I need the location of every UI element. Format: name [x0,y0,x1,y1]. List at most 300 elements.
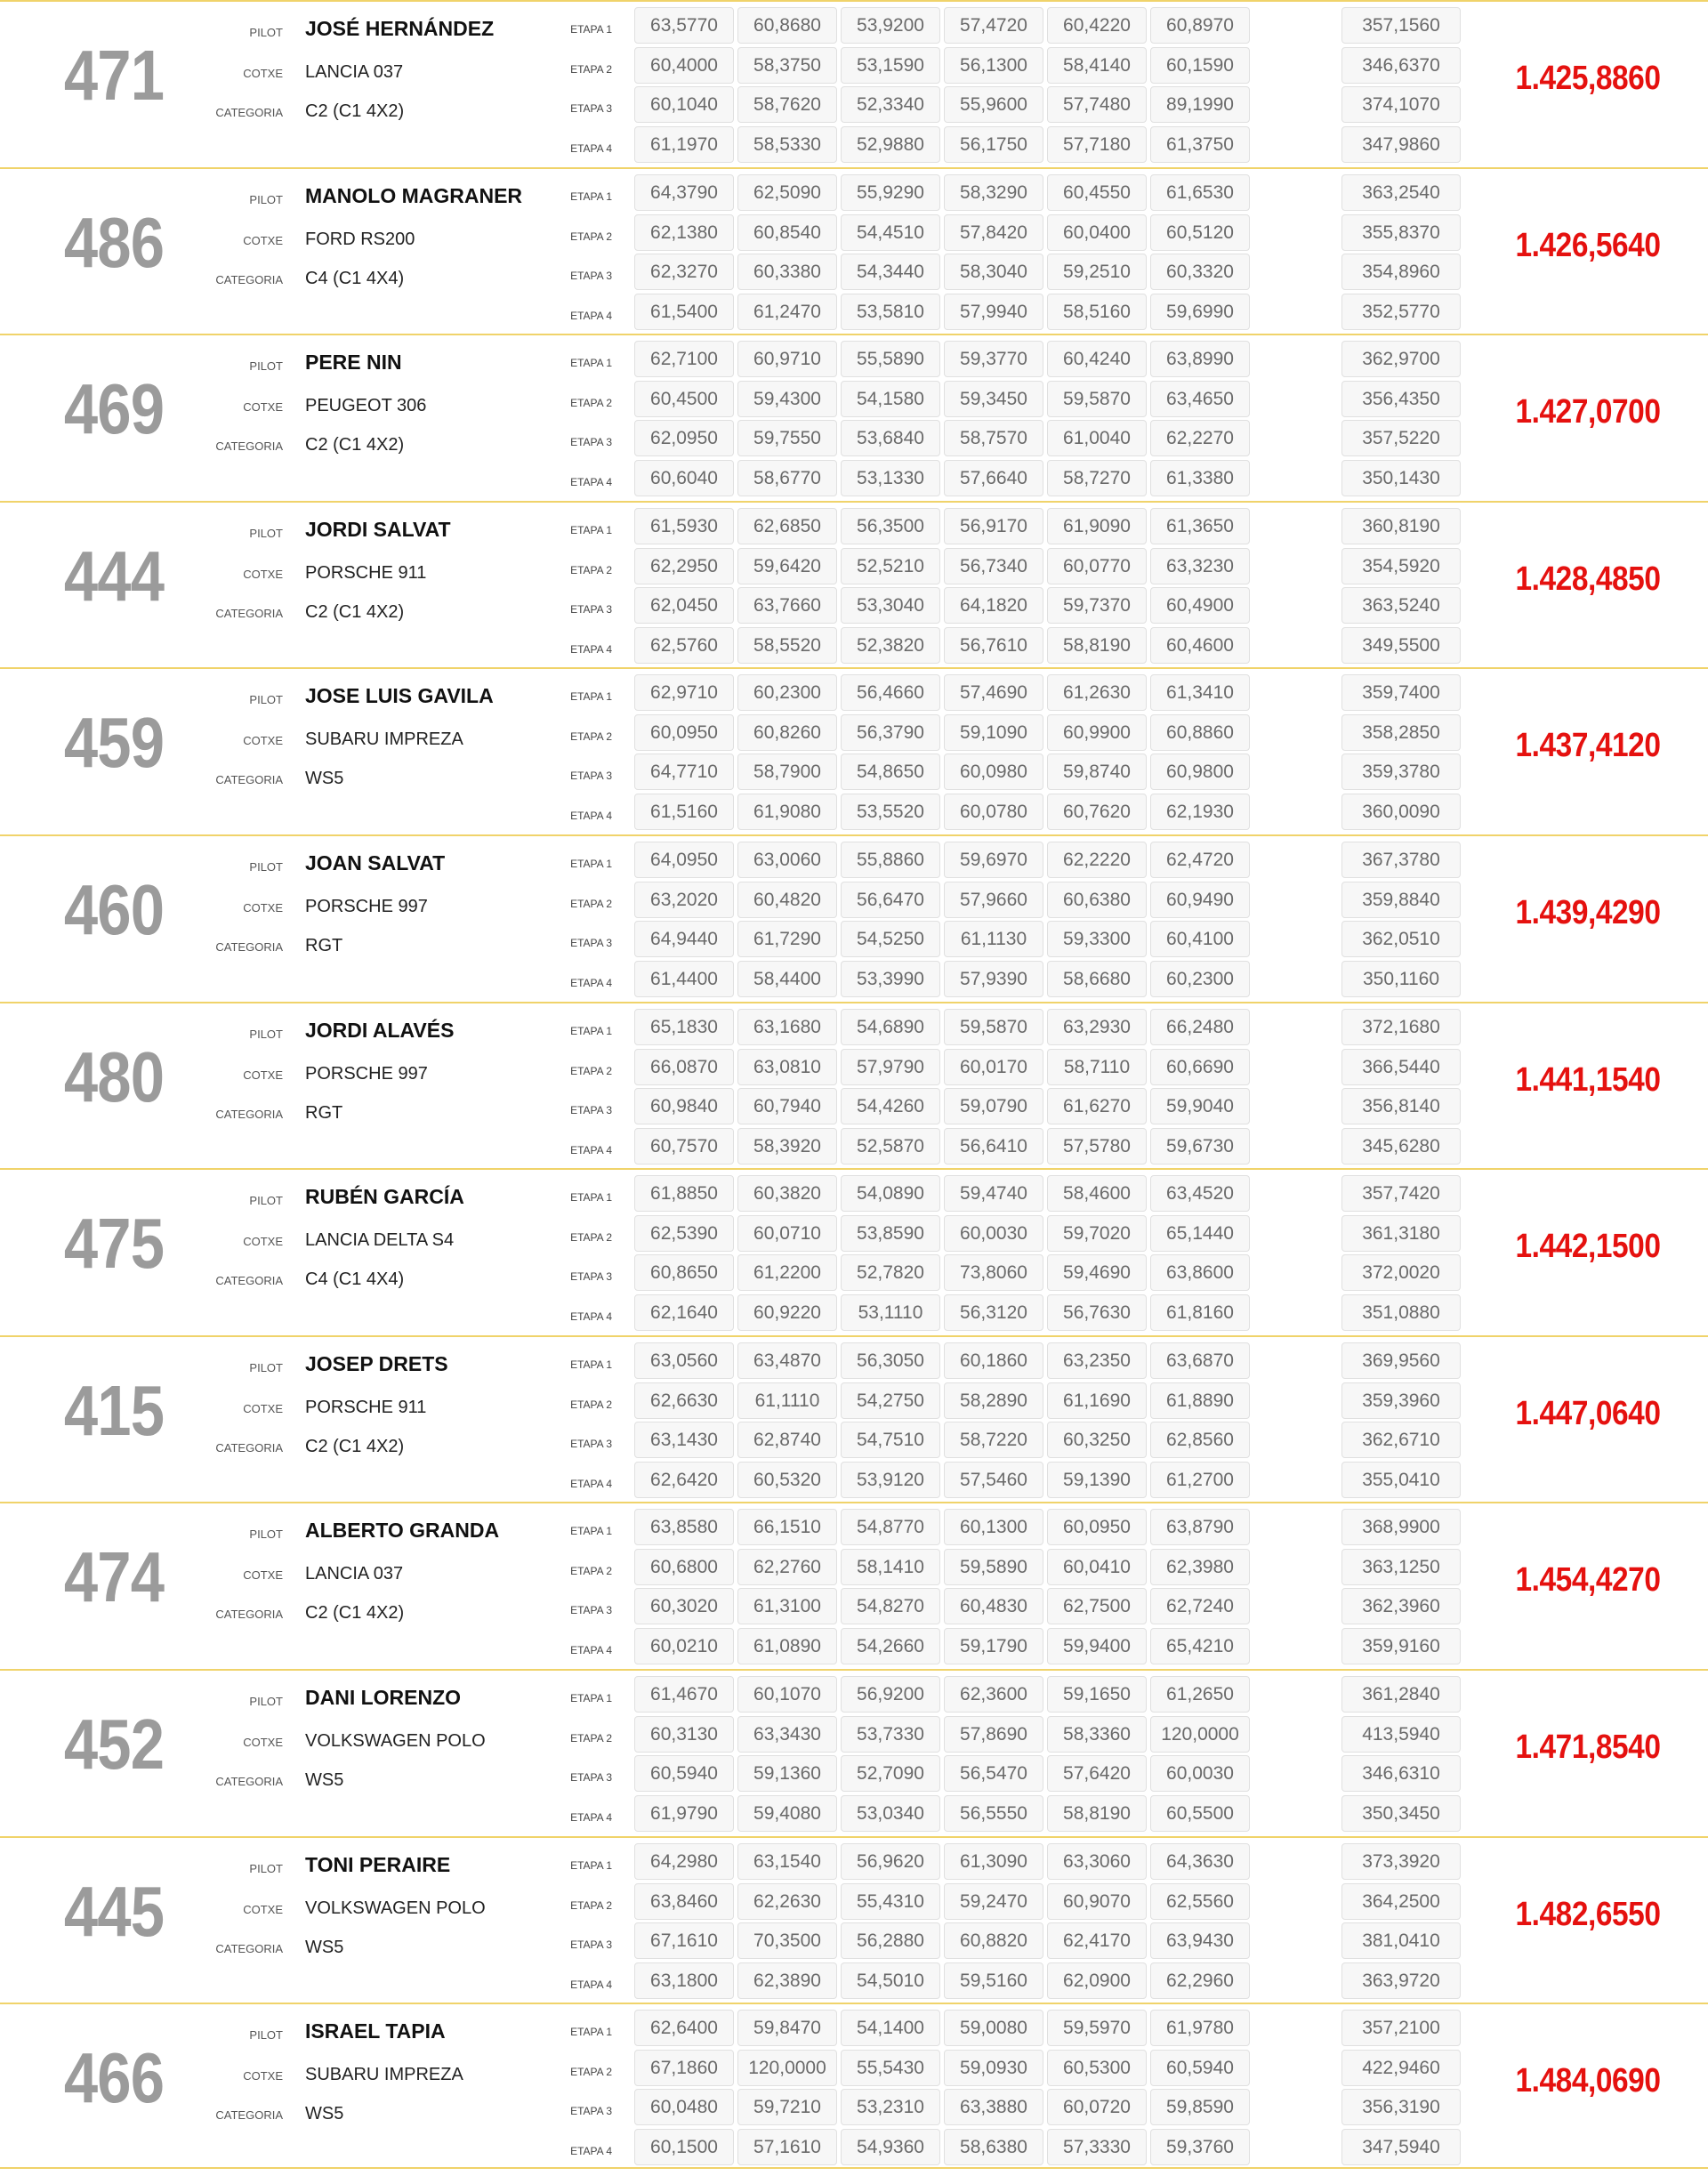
stage-label: ETAPA 3 [570,1604,612,1616]
stage-time-cell: 56,3050 [841,1342,940,1379]
stage-total-cell: 369,9560 [1341,1342,1461,1379]
stage-total-cell: 354,5920 [1341,548,1461,584]
stage-time-cell: 57,9660 [944,882,1043,918]
stage-time-cell: 62,3600 [944,1676,1043,1713]
pilot-label: PILOT [249,860,283,874]
stage-time-cell: 57,7480 [1047,86,1147,123]
stage-time-cell: 62,2630 [737,1883,837,1920]
stage-time-cell: 61,9790 [634,1795,734,1832]
car-number: 460 [63,870,165,949]
stage-time-cell: 61,2650 [1150,1676,1250,1713]
stage-time-cell: 59,9400 [1047,1628,1147,1664]
stage-time-cell: 63,8790 [1150,1509,1250,1545]
pilot-label: PILOT [249,1194,283,1207]
stage-total-cell: 350,1430 [1341,460,1461,496]
stage-time-cell: 56,2880 [841,1922,940,1959]
stage-label: ETAPA 3 [570,1938,612,1951]
stage-total-cell: 362,0510 [1341,921,1461,957]
cotxe-label: COTXE [243,1903,283,1916]
stage-time-cell: 58,3920 [737,1128,837,1165]
stage-time-cell: 54,0890 [841,1175,940,1212]
result-entry [0,667,1708,834]
stage-time-cell: 59,5870 [1047,381,1147,417]
stage-time-cell: 64,7710 [634,754,734,790]
stage-time-cell: 62,6630 [634,1382,734,1419]
stage-time-cell: 62,5560 [1150,1883,1250,1920]
stage-time-cell: 59,2510 [1047,254,1147,290]
stage-time-cell: 60,0950 [1047,1509,1147,1545]
category-name: C4 (C1 4X4) [305,269,405,288]
stage-total-cell: 347,5940 [1341,2129,1461,2165]
cotxe-label: COTXE [243,1235,283,1248]
stage-time-cell: 63,5770 [634,7,734,44]
cotxe-label: COTXE [243,2069,283,2083]
stage-time-cell: 60,7570 [634,1128,734,1165]
stage-time-cell: 61,3750 [1150,126,1250,163]
car-number: 475 [63,1204,165,1283]
stage-total-cell: 356,4350 [1341,381,1461,417]
stage-time-cell: 60,0030 [944,1215,1043,1252]
stage-time-cell: 60,4820 [737,882,837,918]
stage-time-cell: 54,1580 [841,381,940,417]
stage-time-cell: 52,5210 [841,548,940,584]
stage-time-cell: 60,9710 [737,341,837,377]
stage-time-cell: 59,0080 [944,2010,1043,2046]
categoria-label: CATEGORIA [215,273,283,286]
stage-time-cell: 59,1390 [1047,1462,1147,1498]
stage-time-cell: 60,8820 [944,1922,1043,1959]
stage-time-cell: 60,4830 [944,1588,1043,1624]
car-name: LANCIA DELTA S4 [305,1230,455,1250]
stage-time-cell: 59,0790 [944,1088,1043,1124]
stage-label: ETAPA 4 [570,1811,612,1824]
stage-label: ETAPA 3 [570,2105,612,2117]
stage-time-cell: 59,4740 [944,1175,1043,1212]
stage-time-cell: 64,3630 [1150,1843,1250,1880]
stage-time-cell: 60,9800 [1150,754,1250,790]
stage-time-cell: 62,2960 [1150,1962,1250,1999]
stage-total-cell: 364,2500 [1341,1883,1461,1920]
stage-time-cell: 61,1690 [1047,1382,1147,1419]
stage-time-cell: 60,2300 [1150,961,1250,997]
car-name: SUBARU IMPREZA [305,729,463,749]
car-name: LANCIA 037 [305,62,404,82]
stage-time-cell: 66,2480 [1150,1009,1250,1045]
stage-time-cell: 60,5120 [1150,214,1250,251]
stage-time-cell: 52,5870 [841,1128,940,1165]
stage-time-cell: 61,3090 [944,1843,1043,1880]
stage-time-cell: 63,1540 [737,1843,837,1880]
stage-time-cell: 57,4720 [944,7,1043,44]
categoria-label: CATEGORIA [215,1942,283,1955]
result-entry [0,1002,1708,1168]
stage-time-cell: 61,8160 [1150,1294,1250,1331]
stage-time-cell: 60,2300 [737,674,837,711]
stage-time-cell: 52,7090 [841,1755,940,1792]
stage-time-cell: 59,1650 [1047,1676,1147,1713]
stage-total-cell: 356,3190 [1341,2089,1461,2125]
car-number: 469 [63,369,165,448]
result-entry [0,2003,1708,2169]
stage-time-cell: 60,8260 [737,714,837,751]
stage-time-cell: 63,2930 [1047,1009,1147,1045]
stage-time-cell: 60,4240 [1047,341,1147,377]
category-name: WS5 [305,2104,344,2124]
stage-time-cell: 62,7240 [1150,1588,1250,1624]
stage-time-cell: 62,6850 [737,508,837,544]
stage-time-cell: 60,4900 [1150,587,1250,624]
stage-time-cell: 61,0890 [737,1628,837,1664]
stage-time-cell: 55,8860 [841,842,940,878]
stage-time-cell: 60,4100 [1150,921,1250,957]
overall-total: 1.428,4850 [1515,560,1661,598]
stage-time-cell: 54,5010 [841,1962,940,1999]
stage-time-cell: 65,1440 [1150,1215,1250,1252]
stage-time-cell: 58,5160 [1047,294,1147,330]
stage-time-cell: 57,9940 [944,294,1043,330]
stage-time-cell: 61,1130 [944,921,1043,957]
stage-total-cell: 372,0020 [1341,1254,1461,1291]
cotxe-label: COTXE [243,1068,283,1082]
stage-time-cell: 60,8680 [737,7,837,44]
stage-total-cell: 362,3960 [1341,1588,1461,1624]
stage-total-cell: 368,9900 [1341,1509,1461,1545]
stage-time-cell: 58,7570 [944,420,1043,456]
pilot-label: PILOT [249,359,283,373]
stage-time-cell: 59,1090 [944,714,1043,751]
stage-time-cell: 58,7900 [737,754,837,790]
stage-time-cell: 60,4500 [634,381,734,417]
categoria-label: CATEGORIA [215,1441,283,1455]
stage-time-cell: 57,3330 [1047,2129,1147,2165]
stage-label: ETAPA 1 [570,1525,612,1537]
stage-time-cell: 57,8690 [944,1716,1043,1753]
stage-time-cell: 59,3300 [1047,921,1147,957]
stage-time-cell: 58,3360 [1047,1716,1147,1753]
stage-time-cell: 57,6420 [1047,1755,1147,1792]
stage-label: ETAPA 1 [570,357,612,369]
stage-time-cell: 56,1300 [944,47,1043,84]
stage-time-cell: 56,3790 [841,714,940,751]
stage-label: ETAPA 3 [570,102,612,115]
stage-time-cell: 54,9360 [841,2129,940,2165]
stage-time-cell: 62,6400 [634,2010,734,2046]
stage-label: ETAPA 2 [570,2066,612,2078]
stage-label: ETAPA 2 [570,1231,612,1244]
stage-time-cell: 60,0720 [1047,2089,1147,2125]
stage-time-cell: 62,7100 [634,341,734,377]
stage-time-cell: 60,9490 [1150,882,1250,918]
pilot-label: PILOT [249,1862,283,1875]
stage-time-cell: 67,1860 [634,2050,734,2086]
stage-time-cell: 61,5400 [634,294,734,330]
overall-total: 1.442,1500 [1515,1228,1661,1265]
stage-label: ETAPA 1 [570,858,612,870]
car-name: FORD RS200 [305,230,415,249]
overall-total: 1.427,0700 [1515,393,1661,431]
stage-time-cell: 62,5390 [634,1215,734,1252]
car-number: 444 [63,536,165,616]
car-number: 445 [63,1872,165,1951]
pilot-label: PILOT [249,1028,283,1041]
stage-time-cell: 53,5810 [841,294,940,330]
stage-time-cell: 61,9090 [1047,508,1147,544]
stage-total-cell: 373,3920 [1341,1843,1461,1880]
stage-total-cell: 349,5500 [1341,627,1461,664]
stage-label: ETAPA 1 [570,190,612,203]
stage-time-cell: 59,7210 [737,2089,837,2125]
car-number: 452 [63,1705,165,1784]
stage-time-cell: 58,3750 [737,47,837,84]
stage-time-cell: 54,1400 [841,2010,940,2046]
categoria-label: CATEGORIA [215,106,283,119]
stage-time-cell: 52,9880 [841,126,940,163]
stage-time-cell: 57,1610 [737,2129,837,2165]
stage-label: ETAPA 4 [570,810,612,822]
stage-time-cell: 53,0340 [841,1795,940,1832]
stage-time-cell: 63,8990 [1150,341,1250,377]
stage-time-cell: 64,1820 [944,587,1043,624]
stage-label: ETAPA 3 [570,1270,612,1283]
stage-label: ETAPA 2 [570,230,612,243]
stage-time-cell: 64,9440 [634,921,734,957]
category-name: WS5 [305,769,344,788]
categoria-label: CATEGORIA [215,773,283,786]
cotxe-label: COTXE [243,1568,283,1582]
stage-label: ETAPA 3 [570,1438,612,1450]
stage-time-cell: 58,8190 [1047,1795,1147,1832]
stage-time-cell: 54,5250 [841,921,940,957]
stage-total-cell: 363,9720 [1341,1962,1461,1999]
stage-time-cell: 65,1830 [634,1009,734,1045]
stage-label: ETAPA 4 [570,977,612,989]
stage-time-cell: 61,2700 [1150,1462,1250,1498]
stage-time-cell: 58,7220 [944,1422,1043,1458]
stage-time-cell: 60,5300 [1047,2050,1147,2086]
stage-label: ETAPA 4 [570,142,612,155]
stage-time-cell: 60,0950 [634,714,734,751]
car-number: 486 [63,203,165,282]
stage-time-cell: 61,4670 [634,1676,734,1713]
stage-time-cell: 58,2890 [944,1382,1043,1419]
stage-time-cell: 59,1360 [737,1755,837,1792]
stage-label: ETAPA 1 [570,524,612,536]
stage-total-cell: 359,9160 [1341,1628,1461,1664]
stage-time-cell: 59,8740 [1047,754,1147,790]
stage-time-cell: 59,3450 [944,381,1043,417]
result-entry [0,1836,1708,2003]
stage-label: ETAPA 1 [570,690,612,703]
stage-time-cell: 62,3980 [1150,1549,1250,1585]
stage-time-cell: 60,3130 [634,1716,734,1753]
stage-time-cell: 58,7620 [737,86,837,123]
stage-time-cell: 60,3250 [1047,1422,1147,1458]
stage-time-cell: 60,0710 [737,1215,837,1252]
stage-time-cell: 60,1590 [1150,47,1250,84]
stage-time-cell: 55,5890 [841,341,940,377]
stage-time-cell: 58,4400 [737,961,837,997]
stage-time-cell: 64,0950 [634,842,734,878]
car-name: LANCIA 037 [305,1564,404,1584]
pilot-label: PILOT [249,2028,283,2042]
categoria-label: CATEGORIA [215,1108,283,1121]
stage-total-cell: 367,3780 [1341,842,1461,878]
stage-time-cell: 63,3230 [1150,548,1250,584]
category-name: RGT [305,936,343,955]
stage-total-cell: 359,7400 [1341,674,1461,711]
stage-time-cell: 57,9390 [944,961,1043,997]
stage-label: ETAPA 4 [570,1979,612,1991]
stage-time-cell: 56,5470 [944,1755,1043,1792]
category-name: C2 (C1 4X2) [305,1437,405,1456]
stage-label: ETAPA 4 [570,310,612,322]
category-name: C4 (C1 4X4) [305,1269,405,1289]
stage-time-cell: 53,1110 [841,1294,940,1331]
stage-time-cell: 59,4080 [737,1795,837,1832]
stage-time-cell: 62,9710 [634,674,734,711]
category-name: C2 (C1 4X2) [305,1603,405,1623]
stage-label: ETAPA 2 [570,1732,612,1745]
stage-time-cell: 60,8540 [737,214,837,251]
stage-time-cell: 60,0030 [1150,1755,1250,1792]
stage-time-cell: 54,6890 [841,1009,940,1045]
stage-time-cell: 60,0400 [1047,214,1147,251]
stage-time-cell: 53,9200 [841,7,940,44]
stage-total-cell: 357,1560 [1341,7,1461,44]
stage-total-cell: 381,0410 [1341,1922,1461,1959]
stage-time-cell: 60,5940 [1150,2050,1250,2086]
overall-total: 1.484,0690 [1515,2062,1661,2099]
stage-time-cell: 63,3880 [944,2089,1043,2125]
stage-time-cell: 59,7550 [737,420,837,456]
stage-time-cell: 62,2950 [634,548,734,584]
category-name: C2 (C1 4X2) [305,602,405,622]
stage-time-cell: 61,3650 [1150,508,1250,544]
overall-total: 1.482,6550 [1515,1896,1661,1933]
stage-total-cell: 355,0410 [1341,1462,1461,1498]
stage-time-cell: 61,9780 [1150,2010,1250,2046]
stage-time-cell: 61,5160 [634,794,734,830]
stage-time-cell: 62,2270 [1150,420,1250,456]
stage-time-cell: 58,6770 [737,460,837,496]
pilot-name: JOSÉ HERNÁNDEZ [305,17,495,40]
stage-time-cell: 61,3100 [737,1588,837,1624]
stage-time-cell: 66,0870 [634,1049,734,1085]
stage-time-cell: 55,5430 [841,2050,940,2086]
stage-time-cell: 63,8600 [1150,1254,1250,1291]
stage-label: ETAPA 1 [570,1358,612,1371]
stage-total-cell: 352,5770 [1341,294,1461,330]
stage-time-cell: 73,8060 [944,1254,1043,1291]
stage-time-cell: 53,8590 [841,1215,940,1252]
category-name: WS5 [305,1770,344,1790]
stage-time-cell: 56,7340 [944,548,1043,584]
categoria-label: CATEGORIA [215,1608,283,1621]
overall-total: 1.437,4120 [1515,727,1661,764]
stage-total-cell: 354,8960 [1341,254,1461,290]
stage-time-cell: 63,3430 [737,1716,837,1753]
stage-time-cell: 59,5160 [944,1962,1043,1999]
stage-time-cell: 60,6380 [1047,882,1147,918]
stage-time-cell: 59,8590 [1150,2089,1250,2125]
car-name: VOLKSWAGEN POLO [305,1731,486,1751]
cotxe-label: COTXE [243,1402,283,1415]
stage-time-cell: 59,6970 [944,842,1043,878]
car-number: 466 [63,2038,165,2117]
stage-label: ETAPA 2 [570,730,612,743]
stage-time-cell: 57,7180 [1047,126,1147,163]
stage-time-cell: 61,3410 [1150,674,1250,711]
stage-time-cell: 55,4310 [841,1883,940,1920]
stage-time-cell: 58,3290 [944,174,1043,211]
overall-total: 1.441,1540 [1515,1061,1661,1099]
stage-time-cell: 60,0480 [634,2089,734,2125]
category-name: WS5 [305,1938,344,1957]
stage-time-cell: 62,5090 [737,174,837,211]
stage-time-cell: 60,0980 [944,754,1043,790]
stage-time-cell: 60,5500 [1150,1795,1250,1832]
stage-time-cell: 60,9840 [634,1088,734,1124]
stage-total-cell: 359,3780 [1341,754,1461,790]
stage-time-cell: 59,7020 [1047,1215,1147,1252]
stage-time-cell: 60,9900 [1047,714,1147,751]
pilot-name: JOAN SALVAT [305,851,446,874]
stage-time-cell: 57,6640 [944,460,1043,496]
stage-label: ETAPA 3 [570,270,612,282]
category-name: RGT [305,1103,343,1123]
stage-time-cell: 63,7660 [737,587,837,624]
stage-time-cell: 59,6730 [1150,1128,1250,1165]
stage-time-cell: 61,0040 [1047,420,1147,456]
cotxe-label: COTXE [243,234,283,247]
stage-time-cell: 62,1640 [634,1294,734,1331]
pilot-label: PILOT [249,527,283,540]
stage-time-cell: 63,1680 [737,1009,837,1045]
result-entry [0,1502,1708,1668]
pilot-name: JORDI SALVAT [305,518,451,541]
stage-time-cell: 61,8850 [634,1175,734,1212]
stage-label: ETAPA 1 [570,2026,612,2038]
stage-time-cell: 58,6680 [1047,961,1147,997]
stage-total-cell: 345,6280 [1341,1128,1461,1165]
stage-time-cell: 62,7500 [1047,1588,1147,1624]
stage-time-cell: 60,0770 [1047,548,1147,584]
stage-time-cell: 55,9290 [841,174,940,211]
stage-time-cell: 60,6690 [1150,1049,1250,1085]
stage-time-cell: 53,5520 [841,794,940,830]
car-name: PEUGEOT 306 [305,396,427,415]
stage-time-cell: 60,8650 [634,1254,734,1291]
stage-time-cell: 63,2350 [1047,1342,1147,1379]
stage-label: ETAPA 4 [570,1644,612,1656]
stage-time-cell: 61,5930 [634,508,734,544]
stage-time-cell: 60,1300 [944,1509,1043,1545]
stage-time-cell: 56,7610 [944,627,1043,664]
stage-label: ETAPA 3 [570,1771,612,1784]
stage-label: ETAPA 2 [570,1398,612,1411]
result-entry [0,1335,1708,1502]
stage-time-cell: 89,1990 [1150,86,1250,123]
car-name: PORSCHE 911 [305,563,427,583]
stage-total-cell: 372,1680 [1341,1009,1461,1045]
stage-total-cell: 360,0090 [1341,794,1461,830]
car-name: PORSCHE 997 [305,1064,428,1084]
stage-time-cell: 67,1610 [634,1922,734,1959]
stage-time-cell: 59,0930 [944,2050,1043,2086]
stage-time-cell: 56,9200 [841,1676,940,1713]
stage-time-cell: 60,7940 [737,1088,837,1124]
stage-time-cell: 58,5520 [737,627,837,664]
